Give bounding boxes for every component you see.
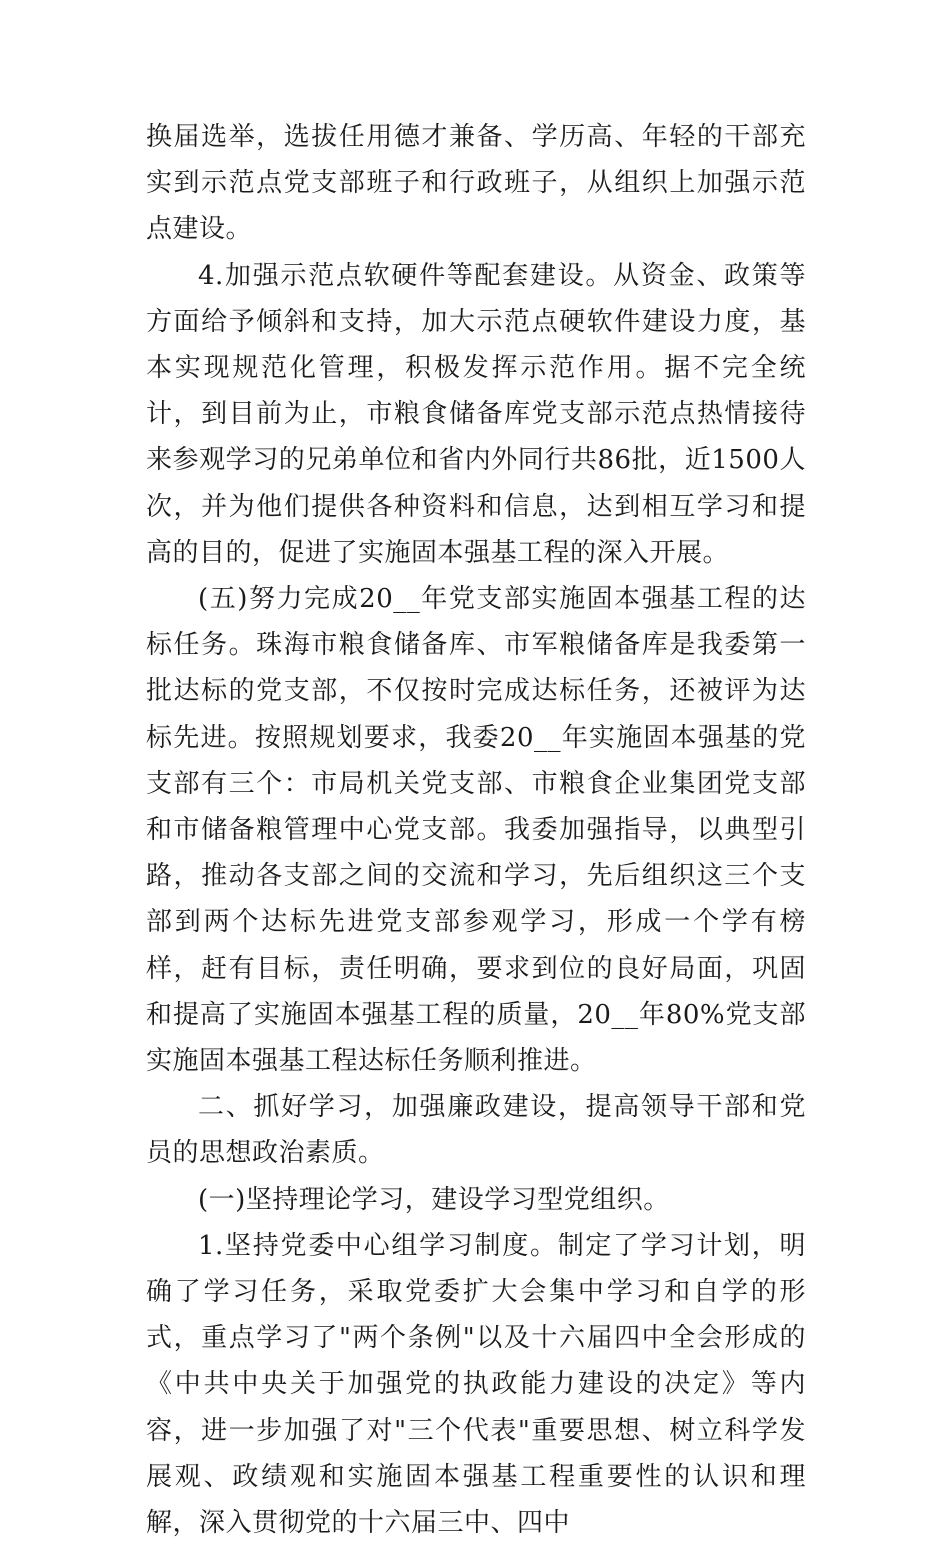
paragraph-item-4: 4.加强示范点软硬件等配套建设。从资金、政策等方面给予倾斜和支持，加大示范点硬软件建设力度，基本实现规范化管理，积极发挥示范作用。据不完全统计，到目前为止，市粮食储备库党支部示范点热情接待来参观学习的兄弟单位和省内外同行共86批，近1500人次，并为他们提供各种资料和信息，达到相互学习和提高的目的，促进了实施固本强基工程的深入开展。 — [146, 260, 806, 568]
paragraph-item-1: 1.坚持党委中心组学习制度。制定了学习计划，明确了学习任务，采取党委扩大会集中学习和自学的形式，重点学习了"两个条例"以及十六届四中全会形成的《中共中央关于加强党的执政能力建设的决定》等内容，进一步加强了对"三个代表"重要思想、树立科学发展观、政绩观和实施固本强基工程重要性的认识和理解，深入贯彻党的十六届三中、四中 — [146, 1230, 806, 1539]
paragraph-heading-2: 二、抓好学习，加强廉政建设，提高领导干部和党员的思想政治素质。 — [146, 1092, 806, 1169]
document-body — [146, 114, 806, 1546]
paragraph-subheading-1: (一)坚持理论学习，建设学习型党组织。 — [198, 1184, 670, 1215]
paragraph-section-5: (五)努力完成20__年党支部实施固本强基工程的达标任务。珠海市粮食储备库、市军粮储备库是我委第一批达标的党支部，不仅按时完成达标任务，还被评为达标先进。按照规划要求，我委20__年实施固本强基的党支部有三个：市局机关党支部、市粮食企业集团党支部和市储备粮管理中心党支部。我委加强指导，以典型引路，推动各支部之间的交流和学习，先后组织这三个支部到两个达标先进党支部参观学习，形成一个学有榜样，赶有目标，责任明确，要求到位的良好局面，巩固和提高了实施固本强基工程的质量，20__年80%党支部实施固本强基工程达标任务顺利推进。 — [146, 584, 806, 1077]
paragraph-continuation: 换届选举，选拔任用德才兼备、学历高、年轻的干部充实到示范点党支部班子和行政班子，从组织上加强示范点建设。 — [146, 122, 806, 245]
